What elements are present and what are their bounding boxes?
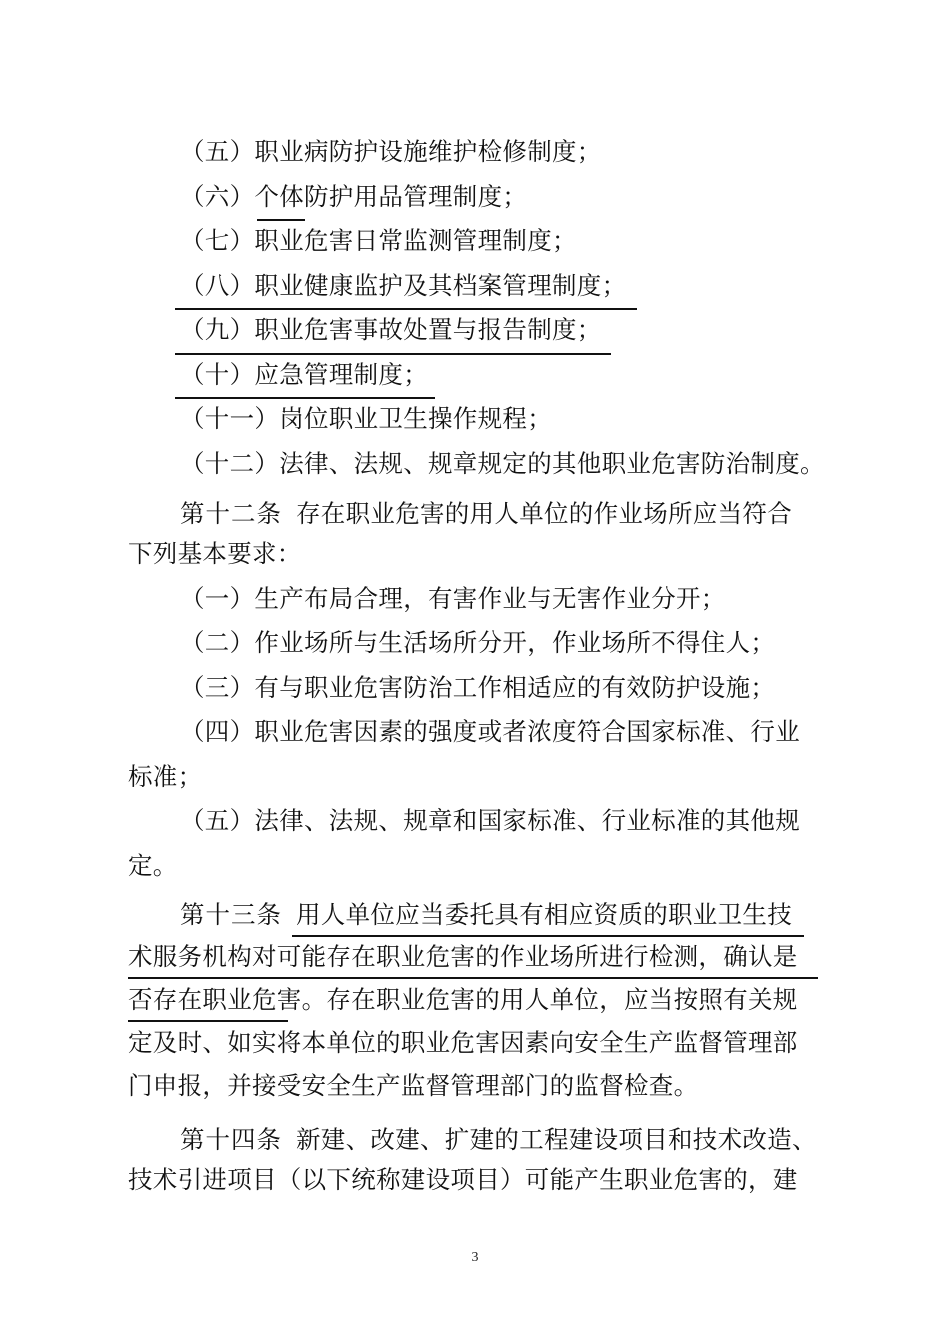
article-14-line: 第十四条 新建、改建、扩建的工程建设项目和技术改造、 xyxy=(180,1125,817,1154)
article-label: 第十二条 xyxy=(180,499,282,528)
article-12-line: 第十二条 存在职业危害的用人单位的作业场所应当符合 xyxy=(180,499,792,528)
list-item: （三）有与职业危害防治工作相适应的有效防护设施； xyxy=(180,673,776,702)
rule-line xyxy=(128,1020,288,1022)
list-item: （四）职业危害因素的强度或者浓度符合国家标准、行业 xyxy=(180,717,800,746)
rule-line xyxy=(175,353,611,355)
rule-line xyxy=(175,308,637,310)
article-12-line: 下列基本要求： xyxy=(128,539,302,568)
rule-line xyxy=(175,397,435,399)
list-item: （六）个体防护用品管理制度； xyxy=(180,182,528,211)
article-13-line: 否存在职业危害。存在职业危害的用人单位，应当按照有关规 xyxy=(128,985,798,1014)
article-13-line: 门申报，并接受安全生产监督管理部门的监督检查。 xyxy=(128,1071,699,1100)
rule-line xyxy=(128,977,818,979)
list-item: （五）法律、法规、规章和国家标准、行业标准的其他规 xyxy=(180,806,800,835)
rule-line xyxy=(292,935,804,937)
article-13-line: 第十三条 用人单位应当委托具有相应资质的职业卫生技 xyxy=(180,900,792,929)
list-item: （十一）岗位职业卫生操作规程； xyxy=(180,404,552,433)
article-label: 第十三条 xyxy=(180,900,282,929)
list-item-continuation: 定。 xyxy=(128,851,178,880)
rule-line xyxy=(257,219,305,221)
list-item: （二）作业场所与生活场所分开，作业场所不得住人； xyxy=(180,628,776,657)
list-item: （五）职业病防护设施维护检修制度； xyxy=(180,137,602,166)
article-13-line: 术服务机构对可能存在职业危害的作业场所进行检测，确认是 xyxy=(128,942,798,971)
article-label: 第十四条 xyxy=(180,1125,282,1154)
list-item: （七）职业危害日常监测管理制度； xyxy=(180,226,577,255)
list-item: （一）生产布局合理，有害作业与无害作业分开； xyxy=(180,584,726,613)
list-item: （八）职业健康监护及其档案管理制度； xyxy=(180,271,627,300)
article-13-line: 定及时、如实将本单位的职业危害因素向安全生产监督管理部 xyxy=(128,1028,798,1057)
list-item: （九）职业危害事故处置与报告制度； xyxy=(180,315,602,344)
list-item: （十二）法律、法规、规章规定的其他职业危害防治制度。 xyxy=(180,449,825,478)
list-item: （十）应急管理制度； xyxy=(180,360,428,389)
page-number: 3 xyxy=(471,1250,479,1265)
article-14-line: 技术引进项目（以下统称建设项目）可能产生职业危害的，建 xyxy=(128,1165,798,1194)
list-item-continuation: 标准； xyxy=(128,762,203,791)
